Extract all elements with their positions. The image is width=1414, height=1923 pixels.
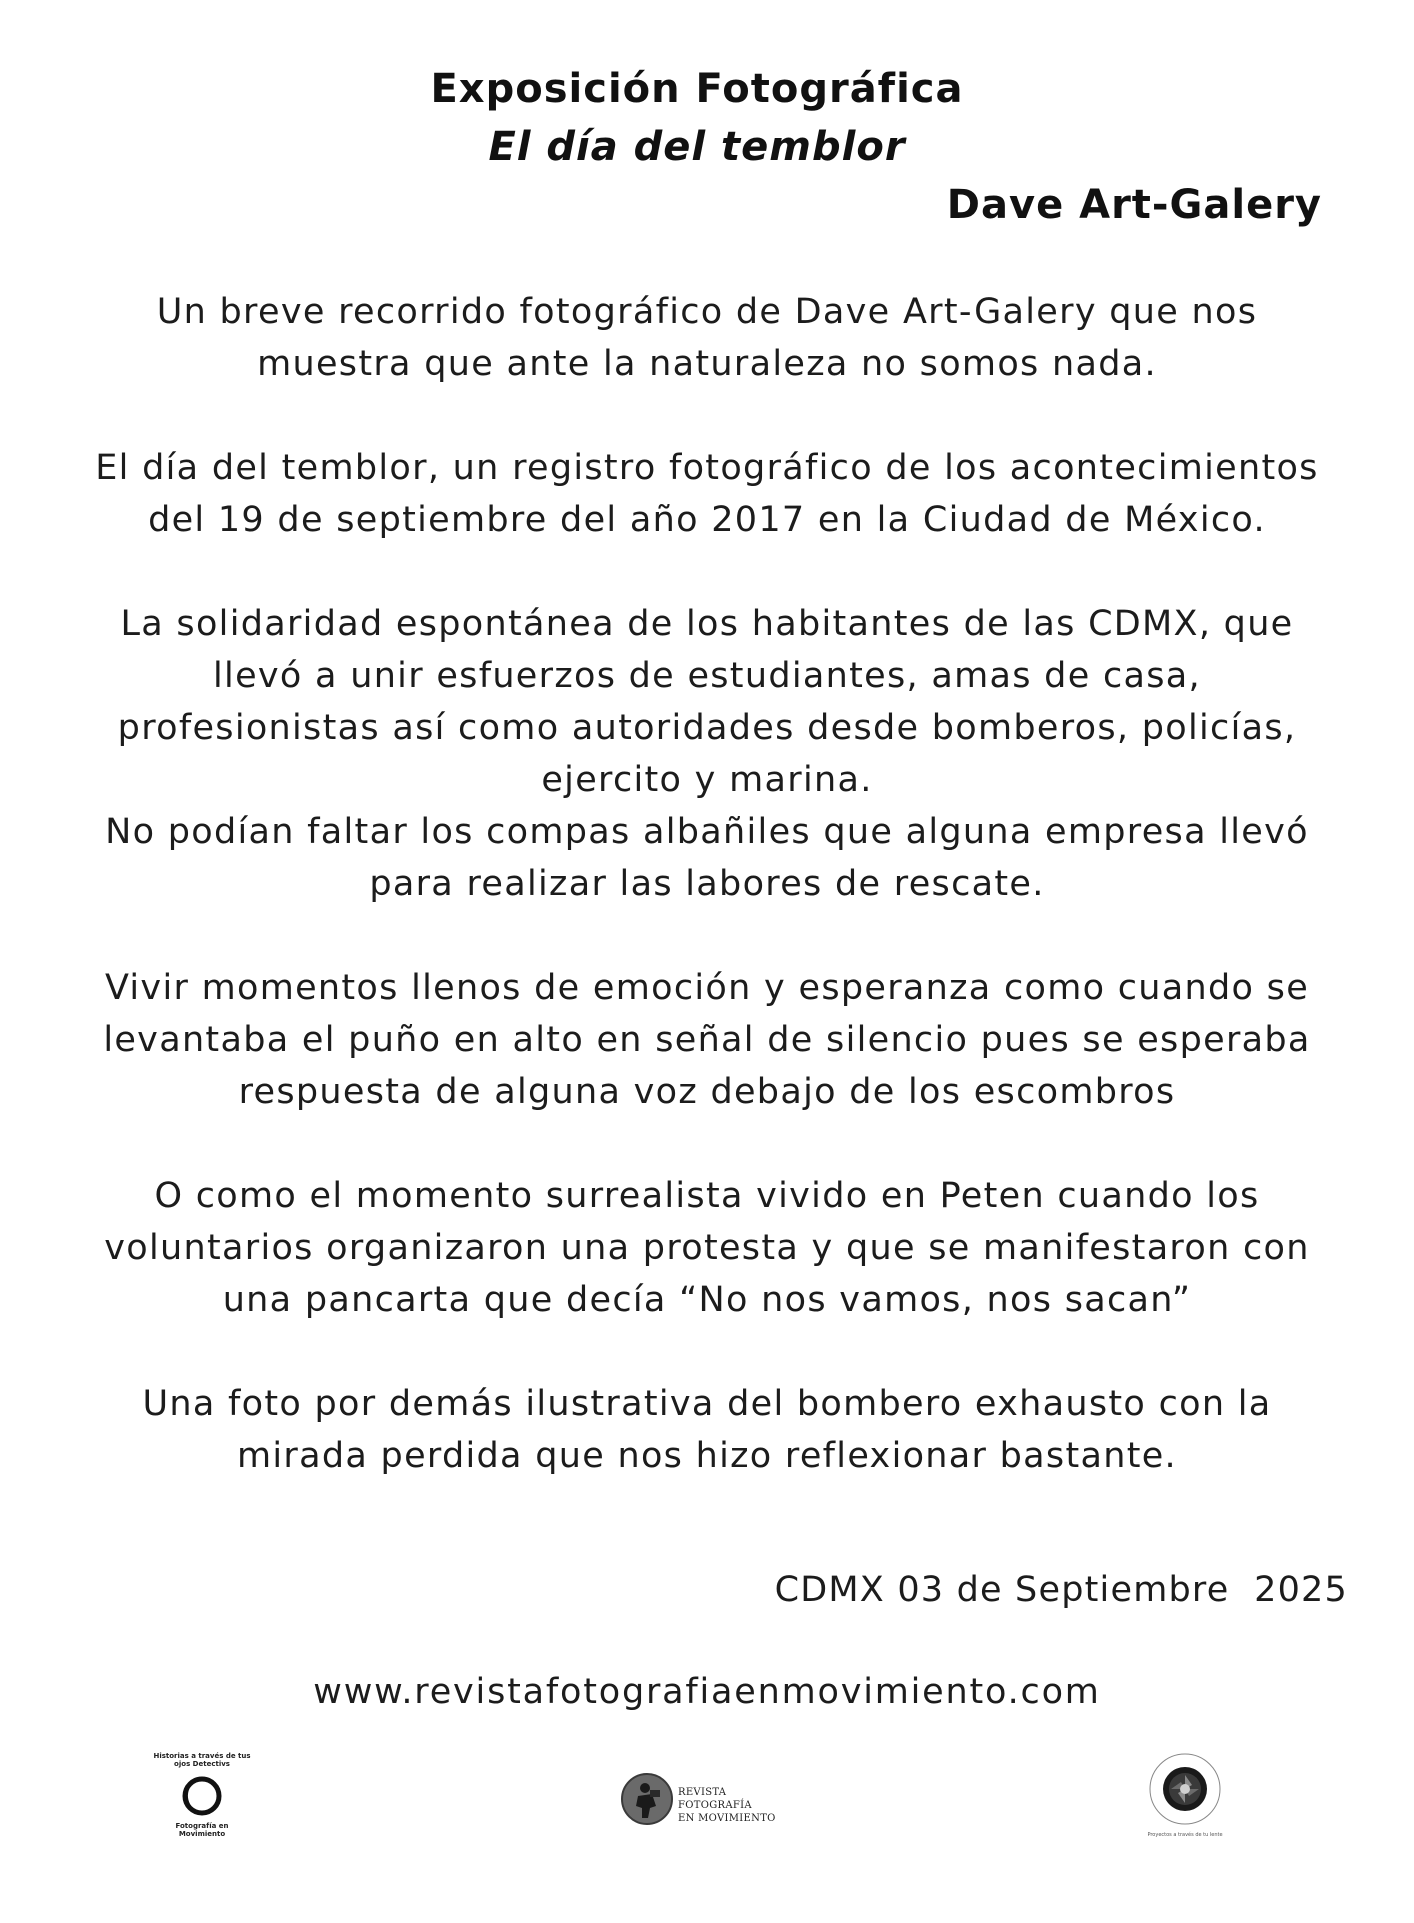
- exhibition-title: Exposición Fotográfica: [430, 66, 964, 112]
- logo-left-bottom-text: Fotografía en Movimiento: [175, 1822, 229, 1838]
- gallery-name: Dave Art-Galery: [946, 182, 1322, 228]
- text-line: muestra que ante la naturaleza no somos nada.: [257, 344, 1157, 384]
- text-line: ejercito y marina.: [541, 760, 873, 800]
- camera-aperture-badge-icon: [1148, 1752, 1222, 1826]
- text-line: Un breve recorrido fotográfico de Dave Art-Galery que nos: [156, 292, 1258, 332]
- text-line: una pancarta que decía “No nos vamos, nos sacan”: [222, 1280, 1192, 1320]
- logo-la-agencia: [1140, 1752, 1230, 1862]
- logo-center-caption: [678, 1786, 800, 1825]
- text-line: La solidaridad espontánea de los habitantes de las CDMX, que: [120, 604, 1294, 644]
- logo-right-foot-text: Proyectos a través de tu lente: [1147, 1832, 1223, 1838]
- ring-brush-icon: [180, 1774, 224, 1818]
- text-line: Vivir momentos llenos de emoción y esperanza como cuando se: [104, 968, 1310, 1008]
- paragraph-firefighter: [80, 1378, 1334, 1482]
- logo-center-line1: REVISTA FOTOGRAFÍA: [678, 1787, 752, 1811]
- text-line: profesionistas así como autoridades desde bomberos, policías,: [117, 708, 1297, 748]
- paragraph-intro: [80, 286, 1334, 390]
- exhibition-subtitle: El día del temblor: [488, 124, 906, 170]
- text-line: levantaba el puño en alto en señal de silencio pues se esperaba: [103, 1020, 1311, 1060]
- date-place: CDMX 03 de Septiembre 2025: [774, 1570, 1348, 1610]
- text-line: del 19 de septiembre del año 2017 en la Ciudad de México.: [148, 500, 1266, 540]
- paragraph-event: [80, 442, 1334, 546]
- website-link[interactable]: www.revistafotografiaenmovimiento.com: [313, 1672, 1101, 1712]
- text-line: Una foto por demás ilustrativa del bombero exhausto con la: [142, 1384, 1272, 1424]
- logo-center-line2: EN MOVIMIENTO: [678, 1813, 776, 1824]
- paragraph-emotion: [80, 962, 1334, 1118]
- paragraph-protest: [80, 1170, 1334, 1326]
- logo-left-top-text: Historias a través de tus ojos Detectivs: [153, 1752, 251, 1768]
- logo-revista: [620, 1772, 800, 1832]
- text-line: para realizar las labores de rescate.: [369, 864, 1045, 904]
- body-text: [80, 286, 1334, 1482]
- logo-fotografia-en-movimiento: [152, 1752, 252, 1856]
- text-line: No podían faltar los compas albañiles que alguna empresa llevó: [105, 812, 1309, 852]
- text-line: El día del temblor, un registro fotográfico de los acontecimientos: [95, 448, 1319, 488]
- text-line: mirada perdida que nos hizo reflexionar bastante.: [237, 1436, 1177, 1476]
- text-line: respuesta de alguna voz debajo de los escombros: [238, 1072, 1176, 1112]
- paragraph-solidarity: [80, 598, 1334, 910]
- text-line: O como el momento surrealista vivido en Peten cuando los: [154, 1176, 1260, 1216]
- text-line: voluntarios organizaron una protesta y que se manifestaron con: [104, 1228, 1310, 1268]
- photographer-emblem-icon: [620, 1772, 674, 1826]
- text-line: llevó a unir esfuerzos de estudiantes, amas de casa,: [213, 656, 1201, 696]
